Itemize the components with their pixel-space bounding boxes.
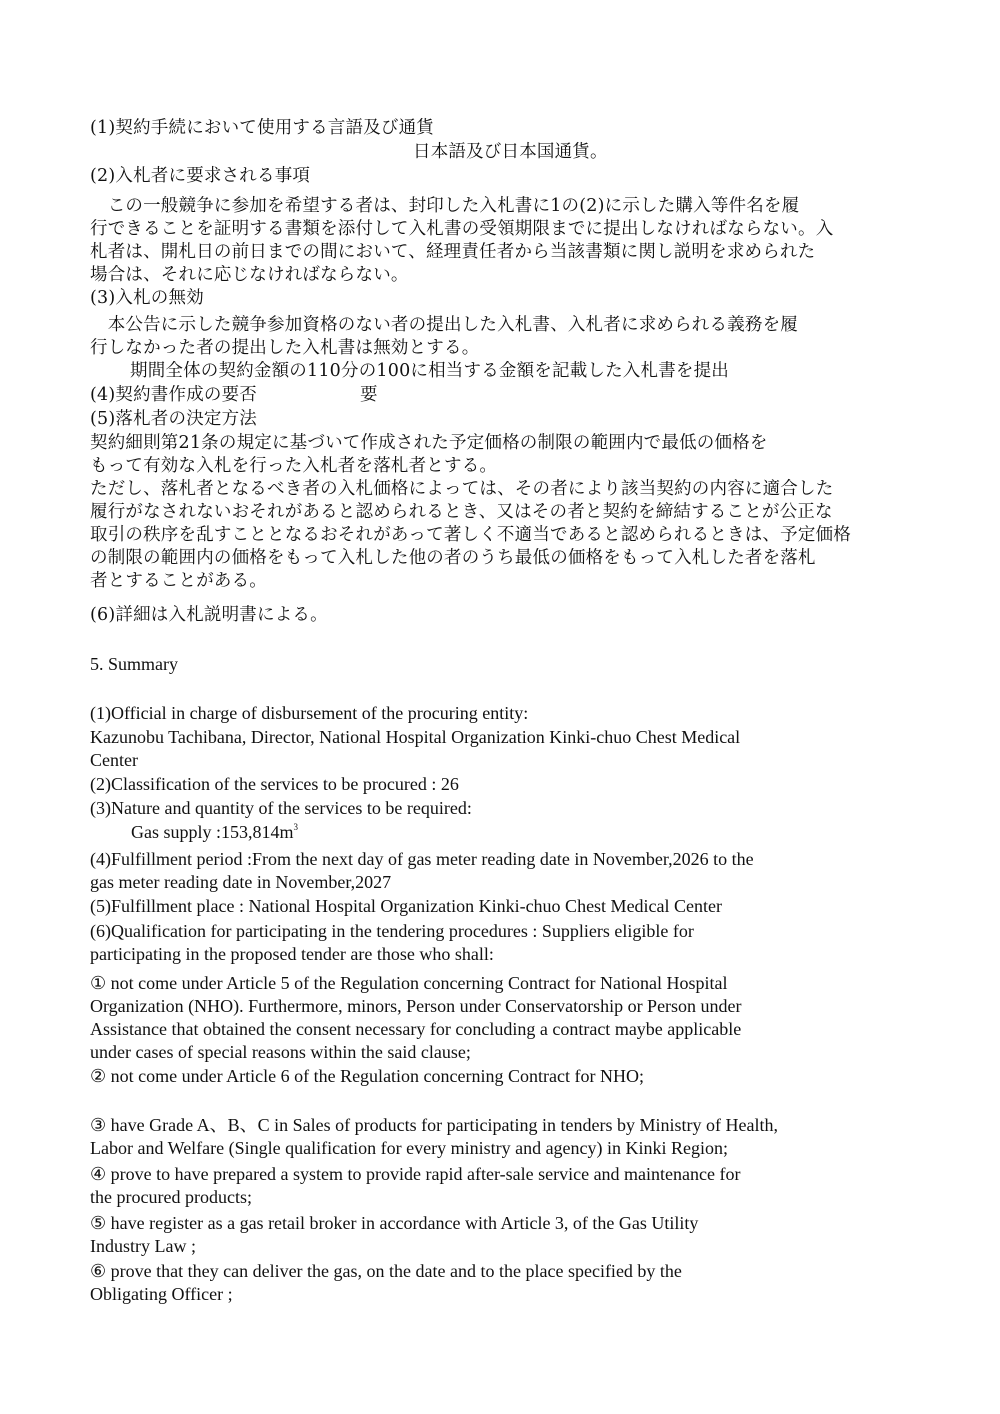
jp-heading-3: (3)入札の無効 — [90, 288, 204, 308]
qualification-3-line: Labor and Welfare (Single qualification for every ministry and agency) in Kinki Region; — [90, 1138, 729, 1158]
jp-heading-2: (2)入札者に要求される事項 — [90, 166, 311, 186]
jp-paragraph-5-line: 契約細則第21条の規定に基づいて作成された予定価格の制限の範囲内で最低の価格を — [90, 433, 768, 453]
summary-item-2: (2)Classification of the services to be procured : 26 — [90, 774, 459, 794]
jp-paragraph-2-line: 札者は、開札日の前日までの間において、経理責任者から当該書類に関し説明を求められた — [90, 242, 816, 262]
qualification-1-line: Assistance that obtained the consent necessary for concluding a contract maybe applicable — [90, 1019, 742, 1039]
jp-heading-4: (4)契約書作成の要否 — [90, 385, 257, 405]
jp-heading-4-value: 要 — [360, 385, 378, 405]
jp-paragraph-5-line: もって有効な入札を行った入札者を落札者とする。 — [90, 456, 498, 476]
summary-item-1: (1)Official in charge of disbursement of the procuring entity: — [90, 703, 529, 723]
qualification-1-line: ① not come under Article 5 of the Regulation concerning Contract for National Hospital — [90, 973, 728, 993]
summary-section-title: 5. Summary — [90, 654, 178, 674]
qualification-4-line: the procured products; — [90, 1187, 252, 1207]
jp-heading-6: (6)詳細は入札説明書による。 — [90, 605, 328, 625]
summary-item-4-line: (4)Fulfillment period :From the next day of gas meter reading date in November,2026 to the — [90, 849, 754, 869]
summary-item-3: (3)Nature and quantity of the services to be required: — [90, 798, 472, 818]
jp-paragraph-2-line: この一般競争に参加を希望する者は、封印した入札書に1の(2)に示した購入等件名を履 — [90, 196, 800, 216]
jp-paragraph-2-line: 場合は、それに応じなければならない。 — [90, 265, 409, 285]
summary-item-1-value-line: Kazunobu Tachibana, Director, National Hospital Organization Kinki-chuo Chest Medical — [90, 727, 741, 747]
qualification-6-line: Obligating Officer ; — [90, 1284, 233, 1304]
jp-paragraph-3-line: 行しなかった者の提出した入札書は無効とする。 — [90, 338, 480, 358]
qualification-3-line: ③ have Grade A、B、C in Sales of products for participating in tenders by Ministry of Health, — [90, 1115, 778, 1135]
qualification-6-line: ⑥ prove that they can deliver the gas, on the date and to the place specified by the — [90, 1261, 682, 1281]
qualification-4-line: ④ prove to have prepared a system to provide rapid after-sale service and maintenance for — [90, 1164, 741, 1184]
jp-paragraph-5-line: の制限の範囲内の価格をもって入札した他の者のうち最低の価格をもって入札した者を落札 — [90, 548, 816, 568]
jp-paragraph-3-extra: 期間全体の契約金額の110分の100に相当する金額を記載した入札書を提出 — [130, 361, 730, 381]
jp-paragraph-5-line: 取引の秩序を乱すこととなるおそれがあって著しく不適当であると認められるときは、予定価格 — [90, 525, 851, 545]
qualification-5-line: ⑤ have register as a gas retail broker in accordance with Article 3, of the Gas Utility — [90, 1213, 699, 1233]
jp-paragraph-3-line: 本公告に示した競争参加資格のない者の提出した入札書、入札者に求められる義務を履 — [90, 315, 798, 335]
summary-item-1-value-line: Center — [90, 750, 138, 770]
qualification-1-line: Organization (NHO). Furthermore, minors, Person under Conservatorship or Person under — [90, 996, 742, 1016]
jp-paragraph-2-line: 行できることを証明する書類を添付して入札書の受領期限までに提出しなければならない。入 — [90, 219, 834, 239]
summary-item-6-line: (6)Qualification for participating in the tendering procedures : Suppliers eligible for — [90, 921, 694, 941]
summary-item-3-value — [131, 821, 298, 844]
jp-heading-1-value: 日本語及び日本国通貨。 — [413, 142, 608, 162]
jp-paragraph-5-line: 履行がなされないおそれがあると認められるとき、又はその者と契約を締結することが公正な — [90, 502, 833, 522]
jp-heading-1: (1)契約手続において使用する言語及び通貨 — [90, 118, 434, 138]
jp-paragraph-5-line: ただし、落札者となるべき者の入札価格によっては、その者により該当契約の内容に適合した — [90, 479, 834, 499]
jp-heading-5: (5)落札者の決定方法 — [90, 409, 257, 429]
qualification-5-line: Industry Law ; — [90, 1236, 196, 1256]
summary-item-4-line: gas meter reading date in November,2027 — [90, 872, 392, 892]
gas-quantity: Gas supply :153,814m — [131, 822, 294, 842]
summary-item-6-line: participating in the proposed tender are those who shall: — [90, 944, 494, 964]
summary-item-5: (5)Fulfillment place : National Hospital Organization Kinki-chuo Chest Medical Center — [90, 896, 723, 916]
qualification-1-line: under cases of special reasons within the said clause; — [90, 1042, 471, 1062]
qualification-2: ② not come under Article 6 of the Regulation concerning Contract for NHO; — [90, 1066, 644, 1086]
jp-paragraph-5-line: 者とすることがある。 — [90, 571, 267, 591]
cubic-superscript: 3 — [293, 822, 299, 832]
